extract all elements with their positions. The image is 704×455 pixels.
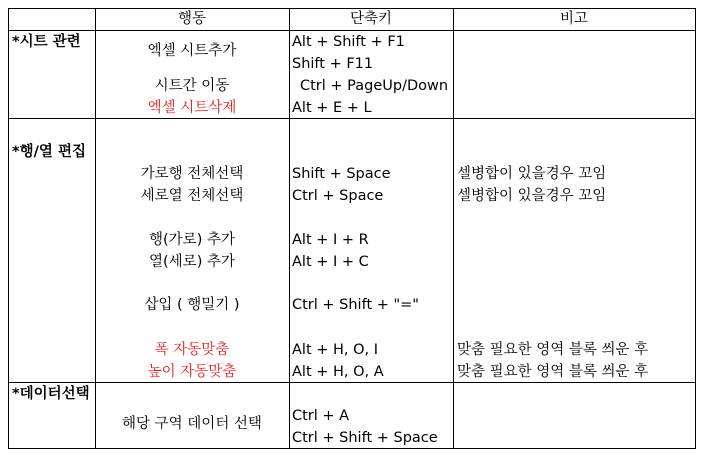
note-autofit-height: 맞춤 필요한 영역 블록 씌운 후 [457, 364, 649, 380]
action-insert: 삽입 ( 행밀기 ) [144, 297, 240, 313]
rule-top [8, 8, 696, 9]
rule-section-1 [8, 118, 696, 119]
rule-col-1 [95, 8, 96, 449]
action-autofit-width: 폭 자동맞춤 [154, 342, 230, 358]
shortcut-add-row: Alt + I + R [292, 232, 369, 248]
category-row-col: *행/열 편집 [12, 144, 86, 160]
shortcut-select-region-1: Ctrl + A [292, 408, 350, 424]
action-select-row: 가로행 전체선택 [140, 166, 244, 182]
action-add-sheet: 엑셀 시트추가 [147, 43, 237, 59]
action-add-col: 열(세로) 추가 [149, 254, 235, 270]
rule-right [695, 8, 696, 449]
category-data-select: *데이터선택 [12, 386, 90, 402]
action-move-sheet: 시트간 이동 [154, 78, 230, 94]
shortcut-move-sheet: Ctrl + PageUp/Down [300, 78, 449, 94]
note-select-col: 셀병합이 있을경우 꼬임 [457, 188, 607, 204]
shortcut-autofit-width: Alt + H, O, I [292, 342, 379, 358]
action-select-col: 세로열 전체선택 [140, 188, 244, 204]
shortcut-add-col: Alt + I + C [292, 254, 369, 270]
action-add-row: 행(가로) 추가 [149, 232, 235, 248]
shortcut-autofit-height: Alt + H, O, A [292, 364, 384, 380]
rule-header-bottom [8, 30, 696, 31]
category-sheet: *시트 관련 [12, 34, 81, 50]
rule-col-2 [289, 8, 290, 449]
shortcut-delete-sheet: Alt + E + L [292, 100, 372, 116]
rule-bottom [8, 448, 696, 449]
rule-left [8, 8, 9, 449]
action-autofit-height: 높이 자동맞춤 [147, 364, 237, 380]
shortcut-insert: Ctrl + Shift + "=" [292, 297, 419, 313]
rule-section-2 [8, 382, 696, 383]
shortcut-add-sheet-1: Alt + Shift + F1 [292, 34, 405, 50]
rule-col-3 [453, 8, 454, 449]
header-note: 비고 [559, 11, 589, 27]
shortcut-select-row: Shift + Space [292, 166, 391, 182]
shortcut-select-col: Ctrl + Space [292, 188, 384, 204]
shortcut-select-region-2: Ctrl + Shift + Space [292, 430, 438, 446]
action-select-region: 해당 구역 데이터 선택 [122, 416, 262, 432]
action-delete-sheet: 엑셀 시트삭제 [147, 100, 237, 116]
header-shortcut: 단축키 [349, 11, 393, 27]
header-action: 행동 [177, 11, 207, 27]
note-select-row: 셀병합이 있을경우 꼬임 [457, 166, 607, 182]
note-autofit-width: 맞춤 필요한 영역 블록 씌운 후 [457, 342, 649, 358]
shortcut-add-sheet-2: Shift + F11 [292, 56, 374, 72]
